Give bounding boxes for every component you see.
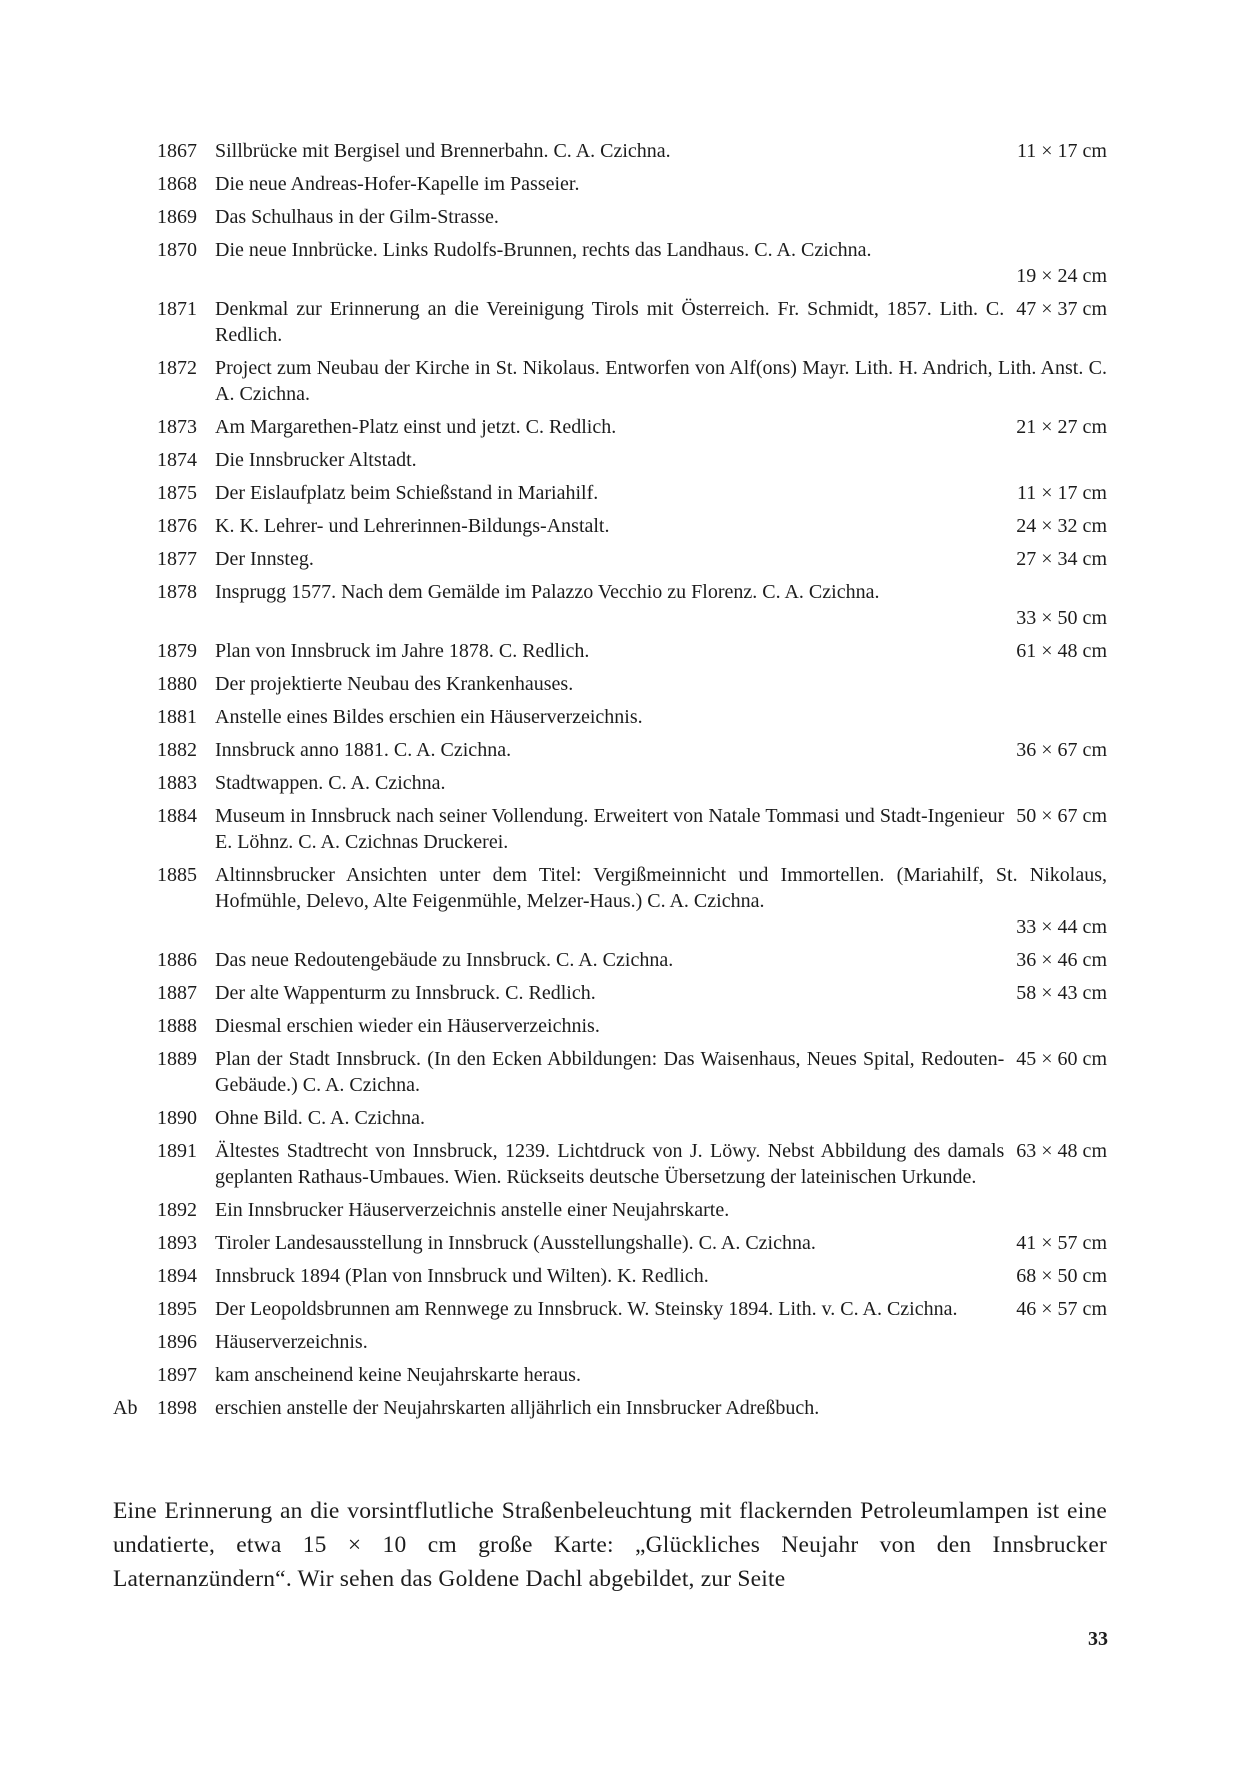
entry-text: Ohne Bild. C. A. Czichna. — [215, 1107, 425, 1129]
catalog-entry — [113, 447, 1107, 473]
entry-size: 24 × 32 cm — [1016, 515, 1107, 537]
catalog-entry — [113, 204, 1107, 230]
entry-year: 1892 — [157, 1199, 197, 1221]
entry-year: 1882 — [157, 739, 197, 761]
entry-year: 1880 — [157, 673, 197, 695]
entry-description — [215, 447, 1107, 473]
entry-text: Diesmal erschien wieder ein Häuserverzeichnis. — [215, 1015, 600, 1037]
entry-description — [215, 171, 1107, 197]
entry-description — [215, 546, 1107, 572]
catalog-entry — [113, 671, 1107, 697]
entry-description — [215, 1263, 1107, 1289]
entry-text: Der Eislaufplatz beim Schießstand in Mariahilf. — [215, 482, 599, 504]
entry-text: Ältestes Stadtrecht von Innsbruck, 1239. Lichtdruck von J. Löwy. Nebst Abbildung des damals geplanten Rathaus-Umbaues. Wien. Rückseits deutsche Übersetzung der lateinischen Urkunde. — [215, 1140, 1005, 1188]
entry-year: 1889 — [157, 1048, 197, 1070]
entry-year: 1883 — [157, 772, 197, 794]
entry-description — [215, 803, 1107, 855]
body-paragraph: Eine Erinnerung an die vorsintflutliche Straßenbeleuchtung mit flackernden Petroleumlampen ist eine undatierte, etwa 15 × 10 cm große Karte: „Glückliches Neujahr von den Innsbrucker Laternanzündern“. Wir sehen das Goldene Dachl abgebildet, zur Seite — [113, 1498, 1107, 1592]
catalog-entry — [113, 1395, 1107, 1421]
catalog-entry — [113, 704, 1107, 730]
entry-year: 1873 — [157, 416, 197, 438]
entry-description — [215, 1105, 1107, 1131]
entry-description — [215, 770, 1107, 796]
entry-description — [215, 980, 1107, 1006]
entry-text: kam anscheinend keine Neujahrskarte heraus. — [215, 1364, 581, 1386]
entry-size: 27 × 34 cm — [1016, 548, 1107, 570]
entry-year: 1893 — [157, 1232, 197, 1254]
entry-description — [215, 1395, 1107, 1421]
entry-text: Der Innsteg. — [215, 548, 314, 570]
entry-text: Am Margarethen-Platz einst und jetzt. C. Redlich. — [215, 416, 617, 438]
entry-size: 45 × 60 cm — [1016, 1048, 1107, 1070]
catalog-entry — [113, 1263, 1107, 1289]
entry-year: 1868 — [157, 173, 197, 195]
catalog-entry — [113, 579, 1107, 631]
catalog-entry-list — [113, 138, 1107, 1428]
entry-year: 1878 — [157, 581, 197, 603]
entry-year: 1881 — [157, 706, 197, 728]
catalog-entry — [113, 638, 1107, 664]
catalog-entry — [113, 770, 1107, 796]
entry-text: Plan der Stadt Innsbruck. (In den Ecken Abbildungen: Das Waisenhaus, Neues Spital, Redouten-Gebäude.) C. A. Czichna. — [215, 1048, 1005, 1096]
entry-year: 1897 — [157, 1364, 197, 1386]
catalog-entry — [113, 862, 1107, 940]
entry-text: Stadtwappen. C. A. Czichna. — [215, 772, 446, 794]
catalog-entry — [113, 546, 1107, 572]
catalog-entry — [113, 355, 1107, 407]
entry-text: Die Innsbrucker Altstadt. — [215, 449, 417, 471]
entry-description — [215, 1362, 1107, 1388]
catalog-entry — [113, 1046, 1107, 1098]
entry-description — [215, 138, 1107, 164]
entry-text: Die neue Innbrücke. Links Rudolfs-Brunnen, rechts das Landhaus. C. A. Czichna. — [215, 239, 872, 261]
entry-text: Ein Innsbrucker Häuserverzeichnis anstelle einer Neujahrskarte. — [215, 1199, 730, 1221]
entry-text: Innsbruck 1894 (Plan von Innsbruck und Wilten). K. Redlich. — [215, 1265, 709, 1287]
entry-year: 1870 — [157, 239, 197, 261]
entry-description — [215, 1138, 1107, 1190]
entry-description — [215, 737, 1107, 763]
entry-text: Altinnsbrucker Ansichten unter dem Titel: Vergißmeinnicht und Immortellen. (Mariahilf, St. Nikolaus, Hofmühle, Delevo, Alte Feigenmühle, Melzer-Haus.) C. A. Czichna. — [215, 864, 1107, 912]
entry-year: 1885 — [157, 864, 197, 886]
catalog-entry — [113, 1138, 1107, 1190]
entry-text: Häuserverzeichnis. — [215, 1331, 368, 1353]
catalog-entry — [113, 237, 1107, 289]
entry-text: Innsbruck anno 1881. C. A. Czichna. — [215, 739, 512, 761]
catalog-entry — [113, 414, 1107, 440]
entry-text: Das Schulhaus in der Gilm-Strasse. — [215, 206, 499, 228]
entry-size: 11 × 17 cm — [1017, 482, 1107, 504]
catalog-entry — [113, 1013, 1107, 1039]
entry-text: Das neue Redoutengebäude zu Innsbruck. C. A. Czichna. — [215, 949, 674, 971]
entry-year: 1898 — [157, 1397, 197, 1419]
entry-prefix: Ab — [113, 1397, 138, 1419]
entry-size: 11 × 17 cm — [1017, 140, 1107, 162]
catalog-entry — [113, 947, 1107, 973]
entry-year: 1867 — [157, 140, 197, 162]
entry-year: 1875 — [157, 482, 197, 504]
catalog-entry — [113, 1197, 1107, 1223]
entry-year: 1872 — [157, 357, 197, 379]
entry-year: 1895 — [157, 1298, 197, 1320]
catalog-entry — [113, 296, 1107, 348]
entry-size: 41 × 57 cm — [1016, 1232, 1107, 1254]
catalog-entry — [113, 1296, 1107, 1322]
entry-description — [215, 579, 1107, 631]
entry-description — [215, 237, 1107, 289]
entry-size: 50 × 67 cm — [1016, 805, 1107, 827]
entry-description — [215, 513, 1107, 539]
entry-text: Der projektierte Neubau des Krankenhauses. — [215, 673, 574, 695]
entry-year: 1888 — [157, 1015, 197, 1037]
entry-text: Der alte Wappenturm zu Innsbruck. C. Redlich. — [215, 982, 596, 1004]
entry-year: 1896 — [157, 1331, 197, 1353]
entry-size: 33 × 44 cm — [1016, 916, 1107, 938]
entry-text: Project zum Neubau der Kirche in St. Nikolaus. Entworfen von Alf(ons) Mayr. Lith. H. Andrich, Lith. Anst. C. A. Czichna. — [215, 357, 1107, 405]
entry-description — [215, 862, 1107, 940]
catalog-entry — [113, 1105, 1107, 1131]
entry-year: 1877 — [157, 548, 197, 570]
catalog-entry — [113, 737, 1107, 763]
entry-text: Museum in Innsbruck nach seiner Vollendung. Erweitert von Natale Tommasi und Stadt-Ingenieur E. Löhnz. C. A. Czichnas Druckerei. — [215, 805, 1005, 853]
entry-year: 1894 — [157, 1265, 197, 1287]
entry-year: 1887 — [157, 982, 197, 1004]
catalog-entry — [113, 138, 1107, 164]
entry-description — [215, 296, 1107, 348]
entry-description — [215, 1329, 1107, 1355]
entry-description — [215, 704, 1107, 730]
entry-text: K. K. Lehrer- und Lehrerinnen-Bildungs-Anstalt. — [215, 515, 610, 537]
entry-description — [215, 1046, 1107, 1098]
entry-text: erschien anstelle der Neujahrskarten alljährlich ein Innsbrucker Adreßbuch. — [215, 1397, 820, 1419]
entry-year: 1874 — [157, 449, 197, 471]
catalog-entry — [113, 1329, 1107, 1355]
entry-size: 19 × 24 cm — [1016, 265, 1107, 287]
catalog-entry — [113, 1362, 1107, 1388]
entry-description — [215, 414, 1107, 440]
catalog-entry — [113, 513, 1107, 539]
entry-description — [215, 480, 1107, 506]
entry-description — [215, 1296, 1107, 1322]
entry-size: 46 × 57 cm — [1016, 1298, 1107, 1320]
entry-size: 68 × 50 cm — [1016, 1265, 1107, 1287]
entry-description — [215, 1197, 1107, 1223]
entry-year: 1891 — [157, 1140, 197, 1162]
catalog-entry — [113, 480, 1107, 506]
entry-size: 47 × 37 cm — [1016, 298, 1107, 320]
entry-text: Insprugg 1577. Nach dem Gemälde im Palazzo Vecchio zu Florenz. C. A. Czichna. — [215, 581, 880, 603]
entry-description — [215, 355, 1107, 407]
entry-year: 1884 — [157, 805, 197, 827]
entry-year: 1869 — [157, 206, 197, 228]
catalog-entry — [113, 171, 1107, 197]
entry-text: Plan von Innsbruck im Jahre 1878. C. Redlich. — [215, 640, 590, 662]
entry-description — [215, 1230, 1107, 1256]
entry-year: 1886 — [157, 949, 197, 971]
entry-size: 33 × 50 cm — [1016, 607, 1107, 629]
entry-text: Denkmal zur Erinnerung an die Vereinigung Tirols mit Österreich. Fr. Schmidt, 1857. Lith. C. Redlich. — [215, 298, 1005, 346]
entry-year: 1890 — [157, 1107, 197, 1129]
entry-size: 61 × 48 cm — [1016, 640, 1107, 662]
catalog-entry — [113, 980, 1107, 1006]
page-number: 33 — [1088, 1628, 1108, 1650]
entry-year: 1871 — [157, 298, 197, 320]
entry-text: Der Leopoldsbrunnen am Rennwege zu Innsbruck. W. Steinsky 1894. Lith. v. C. A. Czichna. — [215, 1298, 958, 1320]
entry-description — [215, 1013, 1107, 1039]
entry-text: Tiroler Landesausstellung in Innsbruck (Ausstellungshalle). C. A. Czichna. — [215, 1232, 816, 1254]
entry-year: 1876 — [157, 515, 197, 537]
entry-size: 63 × 48 cm — [1016, 1140, 1107, 1162]
entry-size: 58 × 43 cm — [1016, 982, 1107, 1004]
entry-size: 21 × 27 cm — [1016, 416, 1107, 438]
entry-description — [215, 671, 1107, 697]
entry-description — [215, 204, 1107, 230]
entry-text: Sillbrücke mit Bergisel und Brennerbahn. C. A. Czichna. — [215, 140, 671, 162]
entry-size: 36 × 67 cm — [1016, 739, 1107, 761]
entry-description — [215, 947, 1107, 973]
catalog-entry — [113, 803, 1107, 855]
entry-text: Anstelle eines Bildes erschien ein Häuserverzeichnis. — [215, 706, 643, 728]
entry-description — [215, 638, 1107, 664]
entry-year: 1879 — [157, 640, 197, 662]
catalog-entry — [113, 1230, 1107, 1256]
entry-size: 36 × 46 cm — [1016, 949, 1107, 971]
entry-text: Die neue Andreas-Hofer-Kapelle im Passeier. — [215, 173, 580, 195]
